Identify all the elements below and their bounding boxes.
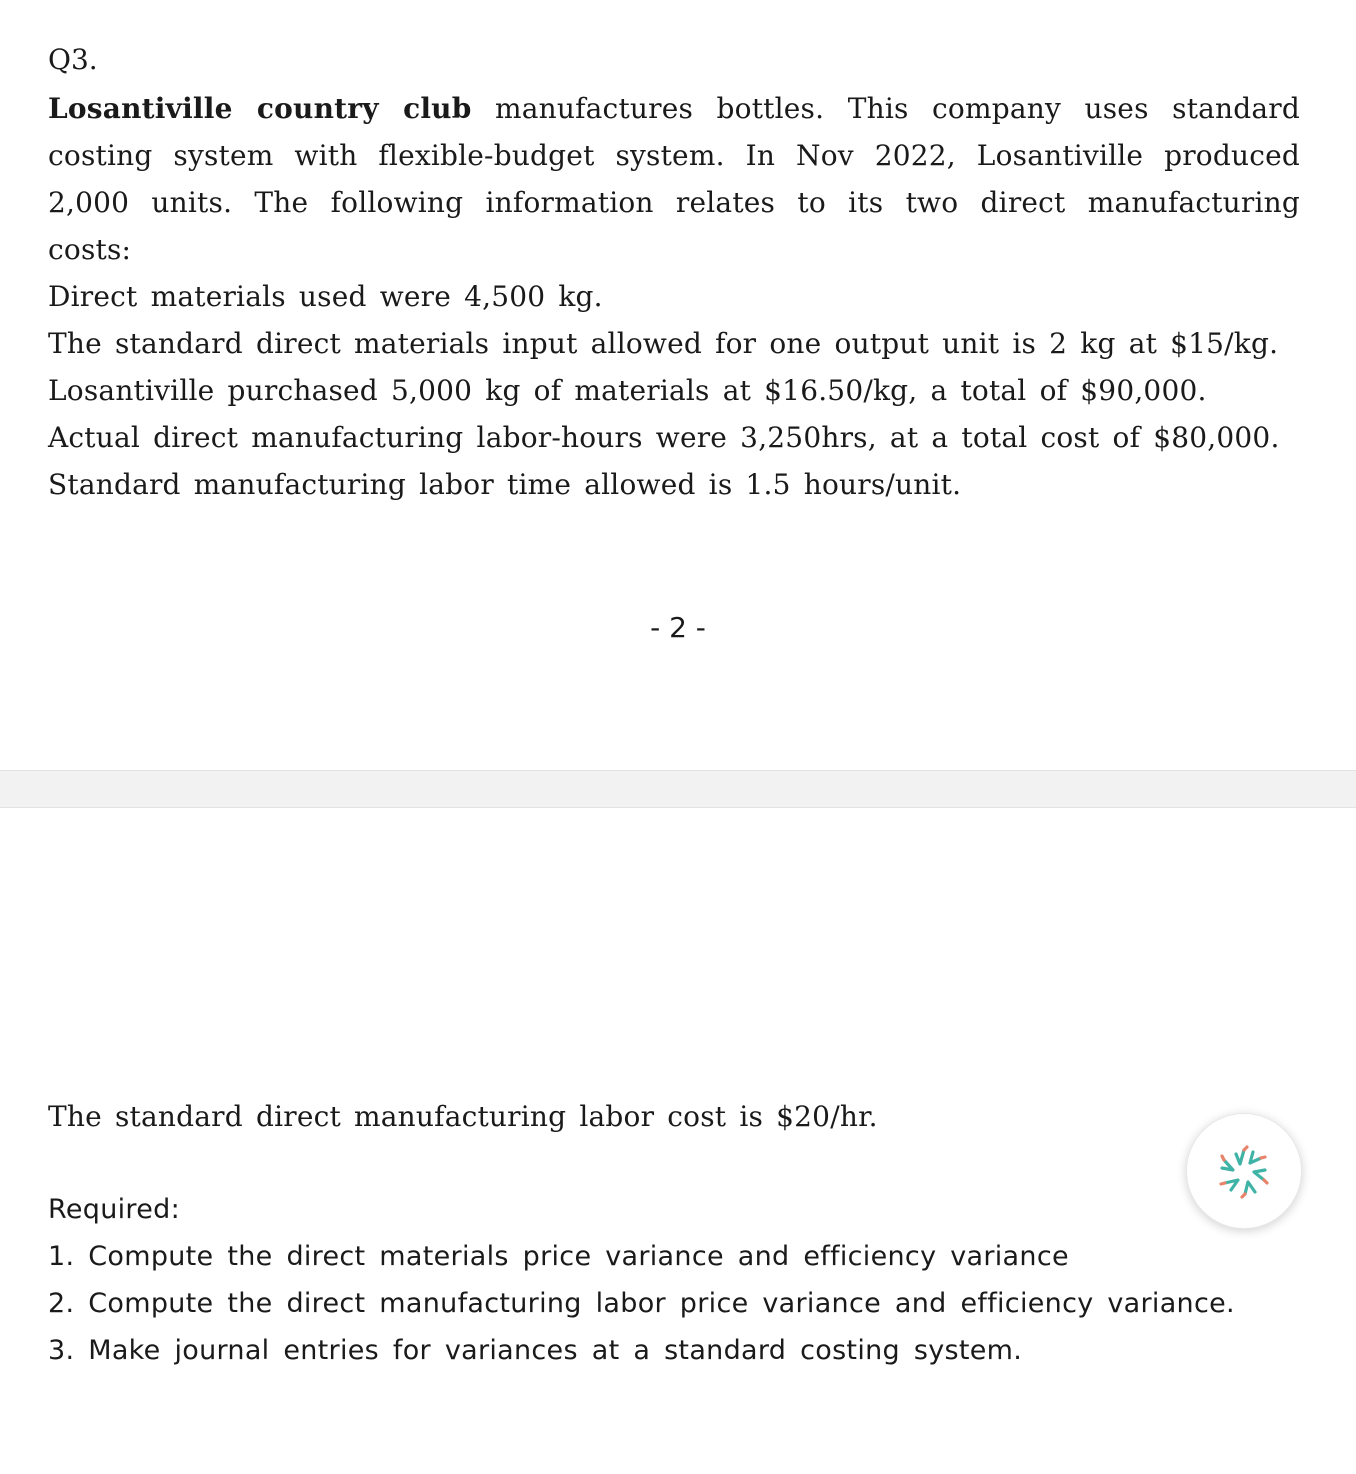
question-number: Q3. — [48, 43, 98, 76]
fact-line: Standard manufacturing labor time allowed is 1.5 hours/unit. — [48, 468, 962, 501]
fact-line: Actual direct manufacturing labor-hours were 3,250hrs, at a total cost of $80,000. — [48, 421, 1280, 454]
requirement-item: 2. Compute the direct manufacturing labor price variance and efficiency variance. — [48, 1288, 1235, 1319]
fact-line: Direct materials used were 4,500 kg. — [48, 280, 603, 313]
page-number: - 2 - — [650, 611, 706, 644]
assistant-fab-button[interactable] — [1186, 1113, 1302, 1229]
required-label: Required: — [48, 1194, 180, 1225]
question-intro — [48, 85, 1300, 273]
fact-line: Losantiville purchased 5,000 kg of materials at $16.50/kg, a total of $90,000. — [48, 374, 1207, 407]
sparkle-burst-icon — [1209, 1136, 1279, 1206]
required-section — [48, 1186, 1308, 1374]
document-page-2 — [0, 808, 1356, 1474]
facts-list — [48, 273, 1308, 508]
requirement-item: 3. Make journal entries for variances at a standard costing system. — [48, 1335, 1023, 1366]
requirement-item: 1. Compute the direct materials price variance and efficiency variance — [48, 1241, 1069, 1272]
page-separator — [0, 770, 1356, 808]
labor-rate-text: The standard direct manufacturing labor cost is $20/hr. — [48, 1100, 878, 1133]
intro-text: manufactures bottles. This company uses standard costing system with flexible-budget system. In Nov 2022, Losantiville produced 2,000 units. The following information relates to its two direct manufacturing costs: — [48, 92, 1301, 266]
fact-line: The standard direct materials input allowed for one output unit is 2 kg at $15/kg. — [48, 327, 1279, 360]
company-name: Losantiville country club — [48, 92, 472, 125]
